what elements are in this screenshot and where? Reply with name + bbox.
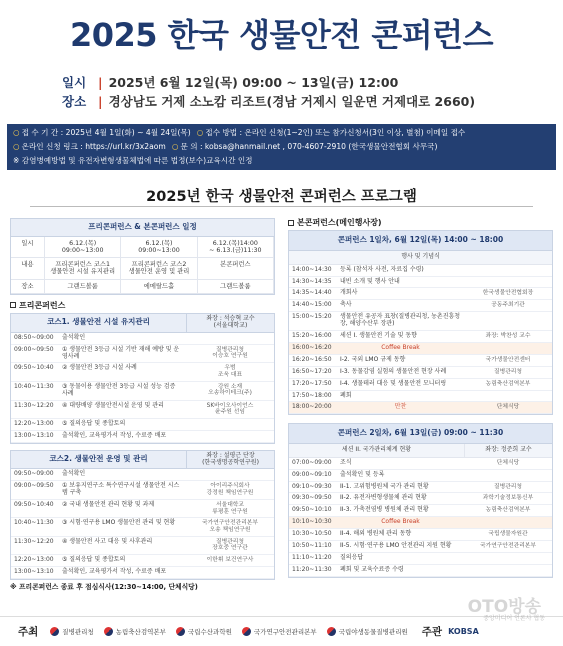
- row-speaker: 국가연구안전관리본부 오송 책임연구원: [202, 520, 258, 534]
- row-title: I-2. 국외 LMO 규제 동향: [340, 355, 406, 363]
- row-speaker: [464, 517, 552, 528]
- table-row: [289, 553, 552, 565]
- course2-card: [10, 450, 275, 580]
- org-emblem-icon: [242, 627, 251, 636]
- row-speaker: 서울대학교 류평훈 연구원: [212, 502, 248, 515]
- table-row: [289, 379, 552, 391]
- row-title: ③ 동물이용 생물안전 3등급 시설 성능 검증 사례: [62, 382, 176, 397]
- row-speaker: [186, 419, 274, 430]
- course1-chair: 좌장 : 석승혁 교수 (서울대학교): [186, 314, 274, 332]
- row-time: 09:50~10:10: [292, 506, 332, 514]
- page-title: 2025 한국 생물안전 콘퍼런스: [69, 16, 494, 54]
- row-title: ④ 생물안전 사고 대응 및 사후관리: [62, 537, 153, 545]
- course1-card: [10, 313, 275, 444]
- row-time: 09:10~09:30: [292, 482, 332, 490]
- row-time: 11:30~12:20: [14, 401, 54, 409]
- overview-cell: 6.12.(목) 09:00~13:00: [121, 237, 197, 258]
- row-time: 10:40~11:30: [14, 382, 54, 390]
- row-time: 09:50~10:40: [14, 364, 54, 372]
- row-speaker: 공동주최기관: [491, 302, 525, 309]
- day2-chair: 좌장: 정준희 교수: [464, 444, 552, 457]
- row-title: ③ 시험·연구용 LMO 생물안전 관리 및 현황: [62, 519, 176, 527]
- row-title: II-5. 시험·연구용 LMO 안전관리 지원 현황: [340, 542, 452, 550]
- row-title: II-2. 유전자변형생물체 관리 현황: [340, 494, 427, 502]
- registration-notice: ○ 접 수 기 간 : 2025년 4월 1일(화) ~ 4월 24일(목) ○ 접수 방법 : 온라인 신청(1~2인) 또는 참가신청서(3인 이상, 별첨) 이메일 접수 ○ 온라인 신청 링크 : https://url.kr/3x2aom ○ 문 의 : kobsa@hanmail.net , 070-4607-2910 (한국생물안전협회 사무국) ※ 감염병예방법 및 유전자변형생물체법에 따른 법정(보수)교육시간 인정: [7, 124, 556, 170]
- date-label: 일시: [62, 75, 87, 90]
- day1-title: 콘퍼런스 1일차, 6월 12일(목) 14:00 ~ 18:00: [289, 231, 552, 251]
- row-speaker: 농림축산검역본부: [485, 380, 531, 387]
- row-title: 폐회 및 교육수료증 수령: [340, 565, 404, 573]
- table-row: [289, 391, 552, 403]
- row-speaker: [464, 391, 552, 402]
- table-row: [289, 529, 552, 541]
- row-speaker: [186, 333, 274, 344]
- overview-card: [10, 218, 275, 295]
- org-emblem-icon: [104, 627, 113, 636]
- table-row: [11, 537, 274, 555]
- date-value: 2025년 6월 12일(목) 09:00 ~ 13일(금) 12:00: [108, 75, 399, 90]
- row-title: 등록 (참석자 사전, 자료집 수령): [340, 265, 424, 273]
- row-time: 10:40~11:30: [14, 519, 54, 527]
- row-speaker: 단체식당: [496, 459, 520, 466]
- course2-chair: 좌장 : 설평근 단장 (한국생명공학연구원): [186, 451, 274, 469]
- day2-sub: 세션 II. 국가관리체계 현황: [341, 445, 412, 453]
- row-title: 개회사: [340, 289, 358, 297]
- table-row: [289, 331, 552, 343]
- row-title: 출석확인, 교육평가서 작성, 수료증 배포: [62, 567, 167, 575]
- table-row: [289, 565, 552, 577]
- row-speaker: [464, 265, 552, 276]
- org-emblem-icon: [50, 627, 59, 636]
- row-speaker: [464, 470, 552, 481]
- row-time: 14:00~14:30: [292, 265, 332, 273]
- overview-cell: 프리콘퍼런스 코스2 생물안전 운영 및 관리: [121, 258, 197, 279]
- row-title: 생물안전 유공자 표창(질병관리청, 농촌진흥청장, 해양수산부 장관): [340, 313, 461, 328]
- table-row: [11, 555, 274, 567]
- course1-rows: [11, 333, 274, 443]
- row-time: 10:10~10:30: [292, 518, 332, 526]
- row-title: ⑤ 질의응답 및 종합토의: [62, 556, 126, 564]
- row-title: ④ 대량배양 생물안전시설 운영 및 관리: [62, 401, 164, 409]
- pre-conference-label: 프리콘퍼런스: [10, 301, 275, 310]
- table-row: [289, 505, 552, 517]
- venue-line: 장소 | 경상남도 거제 소노캄 리조트(경남 거제시 일운면 거제대로 2660): [62, 94, 476, 109]
- row-speaker: [186, 469, 274, 480]
- day1-rows: [289, 265, 552, 415]
- table-row: [289, 541, 552, 553]
- row-title: I-3. 동물감염 실험의 생물안전 현장 사례: [340, 367, 447, 375]
- overview-cell: 프리콘퍼런스 코스1 생물안전 시설 유지관리: [45, 258, 121, 279]
- table-row: [289, 300, 552, 312]
- row-time: 09:30~09:50: [292, 494, 332, 502]
- table-row: [11, 345, 274, 364]
- org-emblem-icon: [327, 627, 336, 636]
- table-row: [11, 333, 274, 345]
- overview-cell: 장소: [11, 280, 45, 294]
- row-speaker: SK바이오사이언스 윤주원 선임: [206, 402, 254, 416]
- row-time: 11:30~12:20: [14, 537, 54, 545]
- row-speaker: 질병관리청 장호중 연구관: [212, 538, 248, 552]
- course1-title: 코스1. 생물안전 시설 유지관리: [47, 316, 150, 326]
- row-title: 축사: [340, 301, 352, 309]
- overview-cell: 일시: [11, 237, 45, 258]
- row-speaker: 질병관리청: [494, 368, 522, 375]
- kobsa-logo: KOBSA: [448, 627, 479, 636]
- venue-value: 경상남도 거제 소노캄 리조트(경남 거제시 일운면 거제대로 2660): [108, 94, 476, 109]
- table-row: [11, 431, 274, 443]
- row-time: 12:20~13:00: [14, 556, 54, 564]
- row-time: 17:20~17:50: [292, 379, 332, 387]
- row-title: 내빈 소개 및 행사 안내: [340, 277, 400, 285]
- row-speaker: 국립생물자원관: [488, 531, 528, 538]
- row-speaker: 과학기술정보통신부: [482, 495, 534, 502]
- pre-footnote: ※ 프리콘퍼런스 종료 후 점심식사(12:30~14:00, 단체식당): [10, 582, 198, 591]
- host-label: 주최: [18, 626, 39, 638]
- row-title: 만찬: [394, 403, 407, 411]
- row-speaker: [464, 277, 552, 288]
- row-time: 09:50~09:00: [14, 470, 54, 478]
- table-row: [11, 469, 274, 481]
- row-title: 조식: [340, 458, 352, 466]
- row-time: 14:35~14:40: [292, 289, 332, 297]
- legal-note: ※ 감염병예방법 및 유전자변형생물체법에 따른 법정(보수)교육시간 인정: [13, 156, 253, 165]
- row-speaker: 강원 소재 오송하이테크(주): [208, 383, 252, 397]
- row-time: 11:20~11:30: [292, 565, 332, 573]
- org-logo: 질병관리청: [50, 627, 93, 636]
- org-emblem-icon: [176, 627, 185, 636]
- overview-title: 프리콘퍼런스 & 본콘퍼런스 일정: [11, 219, 274, 237]
- row-speaker: [464, 565, 552, 576]
- day2-rows: [289, 458, 552, 577]
- row-time: 11:10~11:20: [292, 553, 332, 561]
- watermark-sub: 중앙미디어 언론사 협동: [483, 615, 545, 622]
- row-title: I-4. 생물테러 대응 및 생물안전 모니터링: [340, 379, 447, 387]
- table-row: [11, 567, 274, 579]
- row-title: 폐회: [340, 391, 352, 399]
- row-time: 13:00~13:10: [14, 431, 54, 439]
- overview-cell: 6.12.(목)14:00 ~ 6.13.(금)11:30: [198, 237, 274, 258]
- row-speaker: [464, 312, 552, 330]
- table-row: [11, 363, 274, 381]
- row-time: 10:50~11:10: [292, 542, 332, 550]
- day1-card: [288, 230, 553, 415]
- row-speaker: 농림축산검역본부: [485, 507, 531, 514]
- row-title: 세션 I. 생물안전 기술 및 동향: [340, 332, 417, 340]
- left-column: [10, 218, 275, 592]
- table-row: [289, 482, 552, 494]
- row-speaker: 질병관리청: [494, 483, 522, 490]
- table-row: [11, 401, 274, 419]
- row-speaker: 좌장: 박찬성 교수: [485, 333, 531, 340]
- row-title: II-1. 고위험병원체 국가 관리 현황: [340, 482, 429, 490]
- row-time: 07:00~09:00: [292, 458, 332, 466]
- table-row: [289, 343, 552, 355]
- table-row: [289, 265, 552, 277]
- row-title: 출석확인 및 등록: [340, 470, 385, 478]
- overview-cell: 내용: [11, 258, 45, 279]
- org-logo: 국가연구안전관리본부: [242, 627, 317, 636]
- row-speaker: [186, 567, 274, 578]
- org-logo: 국립수산과학원: [176, 627, 232, 636]
- row-title: ② 생물안전 3등급 시설 사례: [62, 364, 137, 372]
- row-speaker: 질병관리청 이승호 연구원: [212, 346, 248, 360]
- organizer-label: 주관: [421, 626, 443, 638]
- row-speaker: [186, 431, 274, 442]
- host-orgs: [50, 627, 417, 636]
- row-speaker: 아이리주식회사 강정원 책임연구원: [206, 483, 254, 496]
- org-logo: 농림축산검역본부: [104, 627, 166, 636]
- course2-title: 코스2. 생물안전 운영 및 관리: [49, 453, 148, 463]
- overview-cell: 그랜드볼룸: [45, 280, 121, 294]
- table-row: [289, 470, 552, 482]
- day2-title: 콘퍼런스 2일차, 6월 13일(금) 09:00 ~ 11:30: [289, 424, 552, 444]
- row-title: ② 국내 생물안전 관리 현황 및 과제: [62, 501, 155, 509]
- table-row: [11, 518, 274, 536]
- row-speaker: 단체식당: [496, 404, 520, 411]
- overview-cell: 본콘퍼런스: [198, 258, 274, 279]
- contact-info[interactable]: 문 의 : kobsa@hanmail.net , 070-4607-2910 (한국생물안전협회 사무국): [180, 142, 438, 151]
- row-title: II-3. 가축전염병 병원체 관리 현황: [340, 506, 429, 514]
- row-speaker: [464, 553, 552, 564]
- row-time: 09:50~10:40: [14, 501, 54, 509]
- table-row: [289, 402, 552, 414]
- row-speaker: [464, 343, 552, 354]
- day2-card: [288, 423, 553, 577]
- table-row: [289, 517, 552, 529]
- row-time: 16:00~16:20: [292, 343, 332, 351]
- row-time: 09:00~09:50: [14, 482, 54, 490]
- course2-rows: [11, 469, 274, 578]
- watermark: OTO방송: [467, 597, 541, 617]
- row-title: Coffee Break: [381, 343, 420, 351]
- table-row: [11, 419, 274, 431]
- row-time: 17:50~18:00: [292, 391, 332, 399]
- overview-cell: 6.12.(목) 09:00~13:00: [45, 237, 121, 258]
- overview-cell: 에메랄드홀: [121, 280, 197, 294]
- main-conference-label: 본콘퍼런스(메인행사장): [288, 218, 553, 227]
- table-row: [11, 481, 274, 500]
- row-time: 12:20~13:00: [14, 419, 54, 427]
- row-time: 16:50~17:20: [292, 367, 332, 375]
- table-row: [289, 493, 552, 505]
- row-title: 출석확인, 교육평가서 작성, 수료증 배포: [62, 431, 167, 439]
- table-row: [289, 312, 552, 331]
- program-title: 2025년 한국 생물안전 콘퍼런스 프로그램: [146, 189, 417, 205]
- row-speaker: 이한휘 보건연구사: [206, 557, 254, 564]
- footer: [0, 616, 563, 646]
- row-title: 질의응답: [340, 553, 364, 561]
- row-time: 13:00~13:10: [14, 567, 54, 575]
- row-time: 08:50~09:00: [14, 333, 54, 341]
- row-time: 16:20~16:50: [292, 355, 332, 363]
- overview-cell: 그랜드볼룸: [198, 280, 274, 294]
- row-speaker: 국가연구안전관리본부: [480, 543, 536, 550]
- reg-period: 접 수 기 간 : 2025년 4월 1일(화) ~ 4월 24일(목): [21, 128, 191, 137]
- row-speaker: 한국생물안전협회장: [482, 290, 534, 297]
- row-time: 18:00~20:00: [292, 403, 332, 411]
- row-time: 14:40~15:00: [292, 301, 332, 309]
- row-time: 10:30~10:50: [292, 530, 332, 538]
- row-speaker: 국가생물안전센터: [485, 356, 531, 363]
- table-row: [289, 277, 552, 289]
- row-speaker: 우범 조욱 대표: [217, 365, 243, 379]
- row-time: 09:00~09:10: [292, 470, 332, 478]
- date-line: 일시 | 2025년 6월 12일(목) 09:00 ~ 13일(금) 12:00: [62, 75, 399, 90]
- right-column: [288, 218, 553, 578]
- row-time: 14:30~14:35: [292, 277, 332, 285]
- row-time: 15:00~15:20: [292, 313, 332, 321]
- org-logo: 국립야생동물질병관리원: [327, 627, 408, 636]
- day1-sub: 행사 및 기념식: [401, 252, 440, 260]
- row-time: 09:00~09:50: [14, 345, 54, 353]
- table-row: [11, 500, 274, 518]
- row-title: Coffee Break: [381, 518, 420, 526]
- row-title: 출석확인: [62, 333, 86, 341]
- row-time: 15:20~16:00: [292, 332, 332, 340]
- table-row: [11, 382, 274, 401]
- row-title: II-4. 해외 병원체 관리 동향: [340, 530, 412, 538]
- table-row: [289, 367, 552, 379]
- reg-method: 접수 방법 : 온라인 신청(1~2인) 또는 참가신청서(3인 이상, 별첨) 이메일 접수: [205, 128, 466, 137]
- row-title: ① 생물안전 3등급 시설 기반 재해 예방 및 운영사례: [62, 345, 180, 360]
- table-row: [289, 458, 552, 470]
- online-link[interactable]: 온라인 신청 링크 : https://url.kr/3x2aom: [21, 142, 166, 151]
- row-title: ⑤ 질의응답 및 종합토의: [62, 419, 126, 427]
- venue-label: 장소: [62, 94, 87, 109]
- overview-table: [11, 237, 274, 294]
- table-row: [289, 288, 552, 300]
- table-row: [289, 355, 552, 367]
- row-title: ① 보유지연구소 특수연구시설 생물안전 시스템 구축: [62, 482, 180, 497]
- divider: [30, 206, 533, 207]
- row-title: 출석확인: [62, 470, 86, 478]
